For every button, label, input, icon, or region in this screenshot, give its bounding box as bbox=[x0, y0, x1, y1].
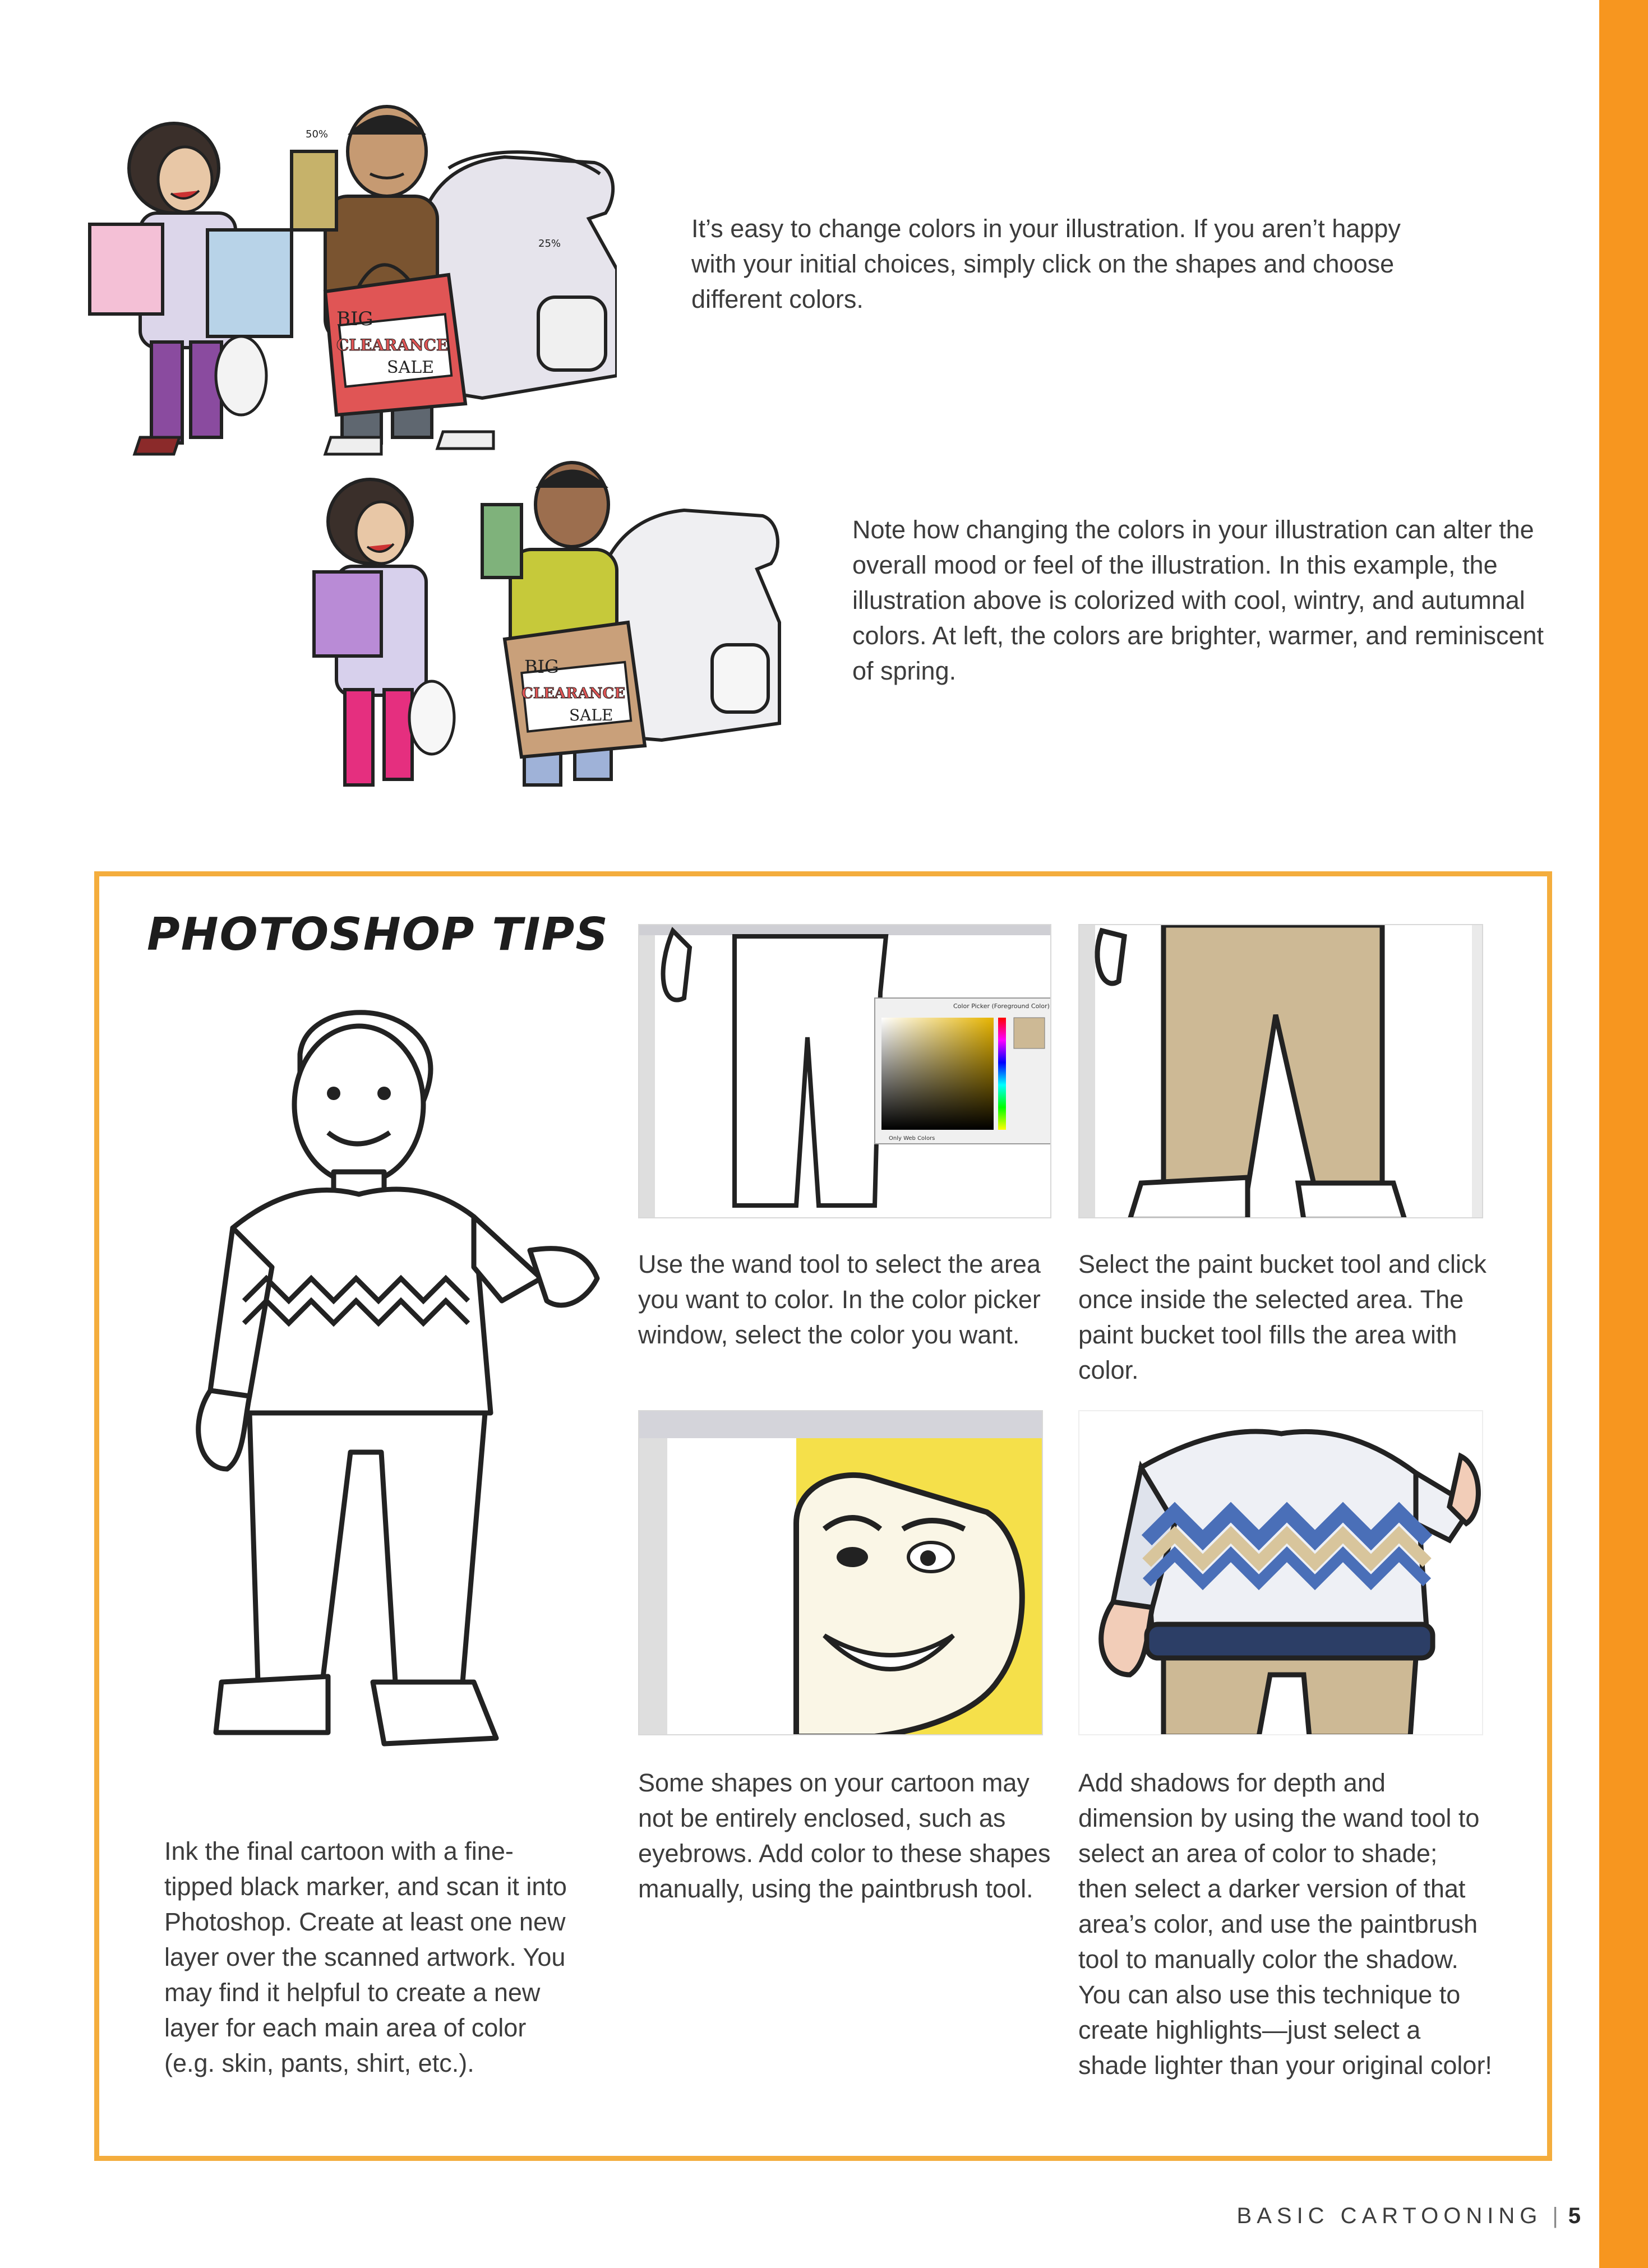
intro-paragraph-1: It’s easy to change colors in your illustration. If you aren’t happy with your initial choices, simply click on the shapes and choose different colors. bbox=[691, 214, 1401, 313]
line-art-cartoon-man bbox=[160, 987, 608, 1800]
intro-paragraph-2: Note how changing the colors in your illustration can alter the overall mood or feel of the illustration. In this example, the illustration above is colorized with cool, wintry, and autumnal colors. At left, the colors are brighter, warmer, and reminiscent of spring. bbox=[852, 515, 1544, 685]
shoppers-illustration-cool bbox=[56, 84, 617, 460]
page-edge-band bbox=[1599, 0, 1648, 2268]
screenshot-paintbrush-face bbox=[638, 1410, 1043, 1735]
wand-tool-illustration bbox=[639, 925, 1051, 1218]
sign-sale: SALE bbox=[387, 358, 435, 377]
footer-section-title: BASIC CARTOONING bbox=[1236, 2204, 1543, 2228]
screenshot-paint-bucket bbox=[1078, 924, 1483, 1218]
tip-step-1-text: Ink the final cartoon with a fine-tipped black marker, and scan it into Photoshop. Create at least one new layer over the scanned artwork. You may find it helpful to create a new layer for each main area of color (e.g. skin, pants, shirt, etc.). bbox=[164, 1837, 567, 2077]
page-number: 5 bbox=[1568, 2204, 1581, 2228]
sign-sale-warm: SALE bbox=[569, 706, 613, 724]
sign-big: BIG bbox=[336, 308, 373, 330]
tip-step-5-text: Add shadows for depth and dimension by using the wand tool to select an area of color to shade; then select a darker version of that area’s color, and use the paintbrush tool to manually color the shadow. You can also use this technique to create highlights—just select a shade lighter than your original color! bbox=[1078, 1768, 1492, 2080]
sign-clearance: CLEARANCE bbox=[336, 336, 449, 354]
paintbrush-face-illustration bbox=[639, 1411, 1043, 1735]
photoshop-tips-title: PHOTOSHOP TIPS bbox=[147, 908, 609, 960]
page-footer bbox=[1237, 2204, 1581, 2229]
shoppers-illustration-warm bbox=[247, 443, 785, 796]
sign-clearance-warm: CLEARANCE bbox=[521, 685, 626, 702]
screenshot-shadows bbox=[1078, 1410, 1483, 1735]
tip-step-4-text: Some shapes on your cartoon may not be entirely enclosed, such as eyebrows. Add color to these shapes manually, using the paintbrush tool. bbox=[638, 1768, 1051, 1903]
color-picker-option: Only Web Colors bbox=[889, 1135, 935, 1142]
tip-step-2-text: Use the wand tool to select the area you want to color. In the color picker window, select the color you want. bbox=[638, 1250, 1041, 1349]
tag-50: 50% bbox=[306, 128, 329, 140]
footer-separator: | bbox=[1552, 2204, 1558, 2228]
paint-bucket-illustration bbox=[1079, 925, 1483, 1218]
color-picker-title: Color Picker (Foreground Color) bbox=[953, 1003, 1050, 1010]
sign-big-warm: BIG bbox=[524, 656, 559, 677]
tip-step-3-text: Select the paint bucket tool and click once inside the selected area. The paint bucket tool fills the area with color. bbox=[1078, 1250, 1487, 1384]
tag-25: 25% bbox=[538, 238, 561, 250]
screenshot-wand-tool bbox=[638, 924, 1051, 1218]
shadows-illustration bbox=[1079, 1411, 1483, 1735]
